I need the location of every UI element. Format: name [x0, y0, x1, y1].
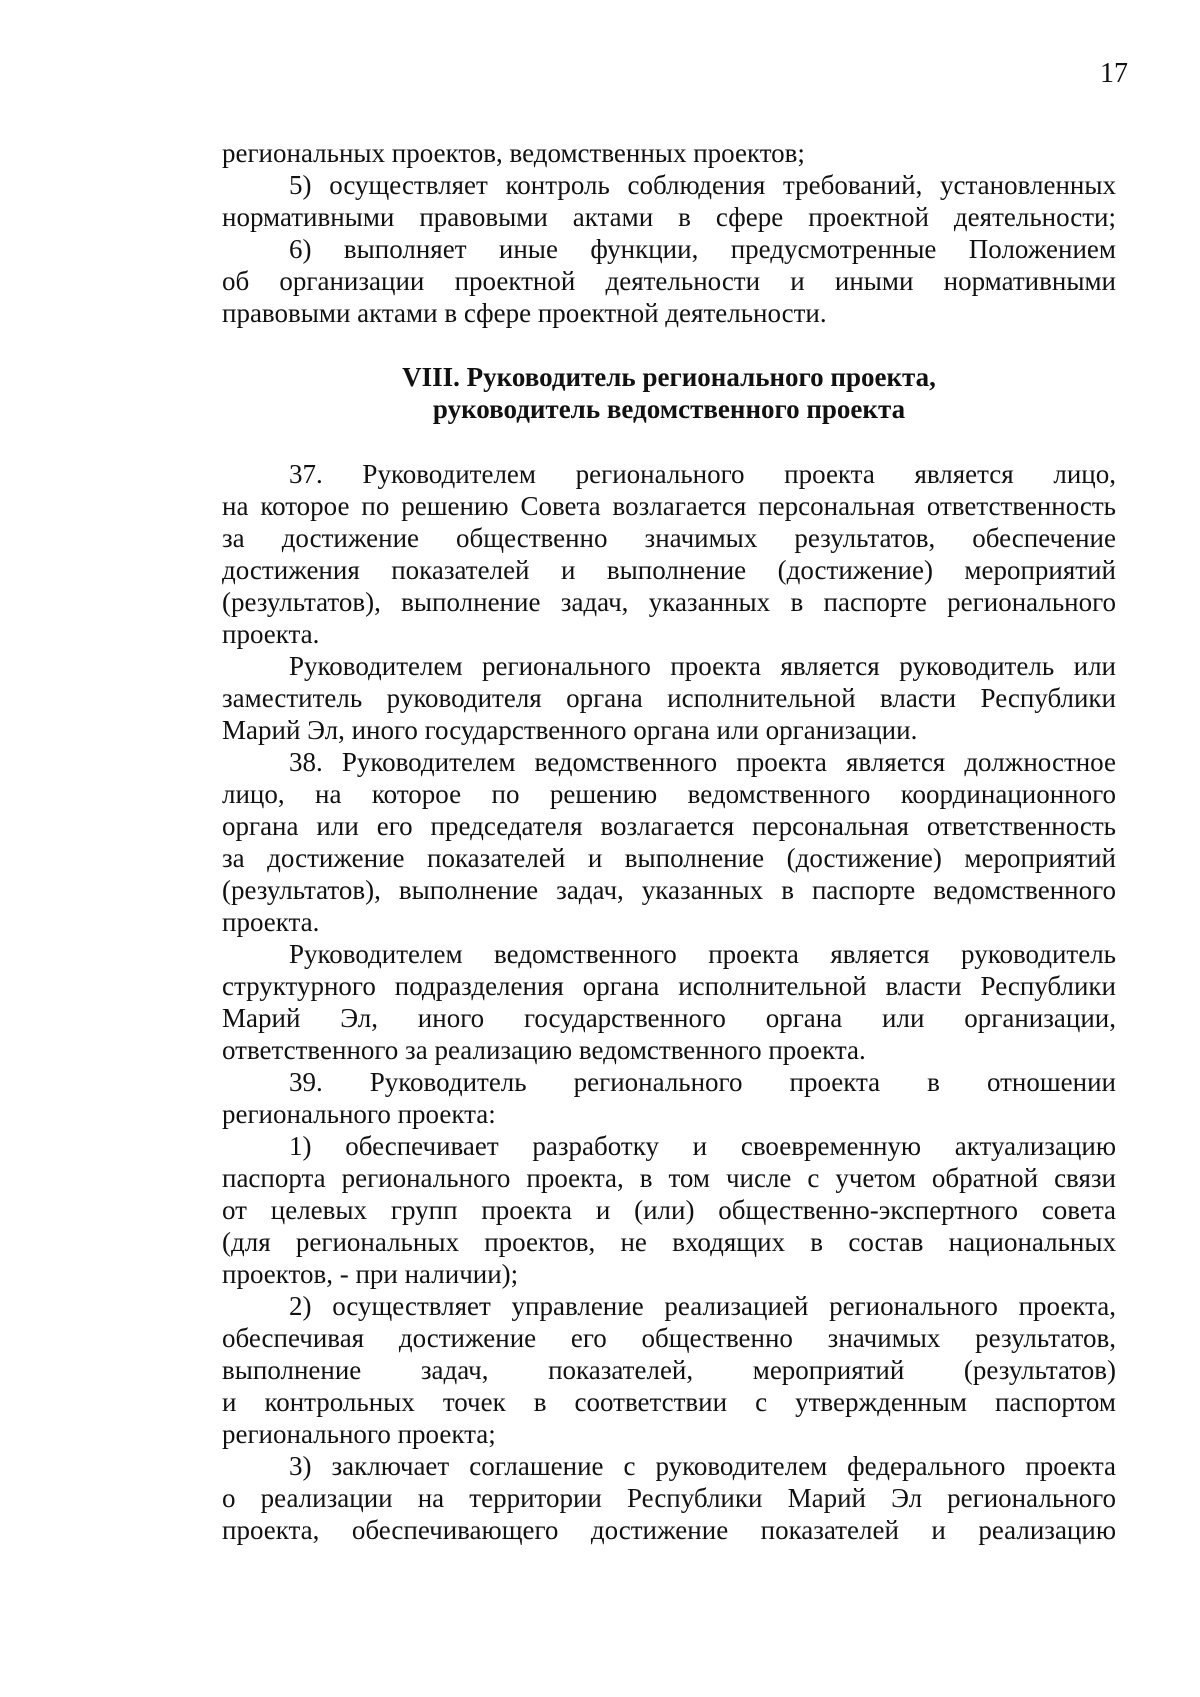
text-line: паспорта регионального проекта, в том числе с учетом обратной связи: [222, 1163, 1116, 1193]
text-line: Марий Эл, иного государственного органа или организации.: [222, 715, 918, 745]
text-line: на которое по решению Совета возлагается персональная ответственность: [222, 491, 1116, 521]
text-line: региональных проектов, ведомственных проектов;: [222, 138, 805, 168]
text-line: лицо, на которое по решению ведомственного координационного: [222, 779, 1116, 809]
section-heading-line-2: руководитель ведомственного проекта: [432, 394, 906, 424]
text-line: Руководителем регионального проекта является руководитель или: [289, 651, 1116, 681]
text-line: за достижение общественно значимых результатов, обеспечение: [222, 523, 1116, 553]
text-line: заместитель руководителя органа исполнительной власти Республики: [222, 683, 1116, 713]
text-line: 37. Руководителем регионального проекта является лицо,: [289, 459, 1116, 489]
text-line: проекта, обеспечивающего достижение показателей и реализацию: [222, 1515, 1116, 1545]
text-line: об организации проектной деятельности и иными нормативными: [222, 266, 1116, 296]
text-line: проекта.: [222, 907, 320, 937]
text-line: 2) осуществляет управление реализацией регионального проекта,: [289, 1291, 1116, 1321]
text-line: ответственного за реализацию ведомственного проекта.: [222, 1035, 866, 1065]
text-line: Руководителем ведомственного проекта является руководитель: [289, 939, 1116, 969]
text-line: 5) осуществляет контроль соблюдения требований, установленных: [289, 170, 1116, 200]
text-line: структурного подразделения органа исполнительной власти Республики: [222, 971, 1116, 1001]
text-line: выполнение задач, показателей, мероприятий (результатов): [222, 1355, 1116, 1385]
text-line: Марий Эл, иного государственного органа или организации,: [222, 1003, 1116, 1033]
text-line: проекта.: [222, 619, 320, 649]
text-line: от целевых групп проекта и (или) общественно-экспертного совета: [222, 1195, 1116, 1225]
text-line: 1) обеспечивает разработку и своевременную актуализацию: [289, 1131, 1116, 1161]
text-line: нормативными правовыми актами в сфере проектной деятельности;: [222, 202, 1116, 232]
text-line: за достижение показателей и выполнение (достижение) мероприятий: [222, 843, 1116, 873]
text-line: (результатов), выполнение задач, указанных в паспорте ведомственного: [222, 875, 1116, 905]
text-line: и контрольных точек в соответствии с утвержденным паспортом: [222, 1387, 1116, 1417]
page-number: 17: [1100, 58, 1128, 89]
text-line: обеспечивая достижение его общественно значимых результатов,: [222, 1323, 1116, 1353]
text-line: (для региональных проектов, не входящих в состав национальных: [222, 1227, 1116, 1257]
text-line: проектов, - при наличии);: [222, 1259, 519, 1289]
text-line: правовыми актами в сфере проектной деятельности.: [222, 298, 827, 328]
text-line: 39. Руководитель регионального проекта в отношении: [289, 1067, 1116, 1097]
text-line: (результатов), выполнение задач, указанных в паспорте регионального: [222, 587, 1116, 617]
text-line: 38. Руководителем ведомственного проекта является должностное: [289, 747, 1116, 777]
text-line: регионального проекта:: [222, 1099, 496, 1129]
text-line: регионального проекта;: [222, 1419, 496, 1449]
text-line: достижения показателей и выполнение (достижение) мероприятий: [222, 555, 1116, 585]
text-line: о реализации на территории Республики Марий Эл регионального: [222, 1483, 1116, 1513]
text-line: органа или его председателя возлагается персональная ответственность: [222, 811, 1116, 841]
section-heading-line-1: VIII. Руководитель регионального проекта,: [402, 362, 936, 392]
text-line: 6) выполняет иные функции, предусмотренные Положением: [289, 234, 1116, 264]
text-line: 3) заключает соглашение с руководителем федерального проекта: [289, 1451, 1116, 1481]
